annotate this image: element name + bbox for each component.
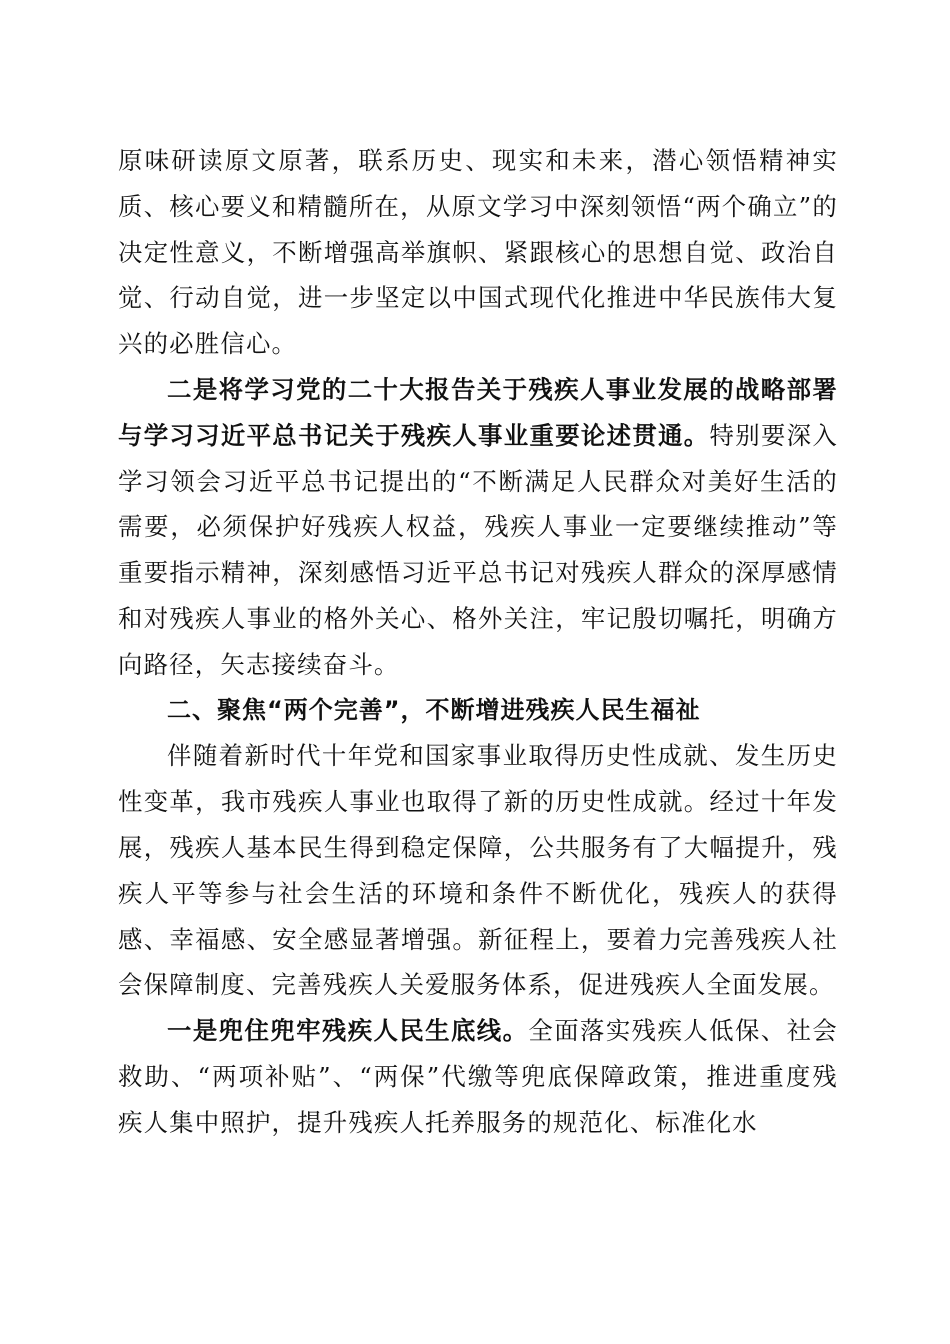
section-heading-2 [118, 688, 838, 734]
paragraph-4-text: 全面落实残疾人低保、社会救助、“两项补贴”、“两保”代缴等兜底保障政策，推进重度残疾人集中照护，提升残疾人托养服务的规范化、标准化水 [118, 1016, 838, 1137]
paragraph-4 [118, 1008, 838, 1145]
paragraph-2-lead: 二是将学习党的二十大报告关于残疾人事业发展的战略部署与学习习近平总书记关于残疾人事业重要论述贯通。 [118, 374, 838, 450]
paragraph-2 [118, 367, 838, 688]
paragraph-2-text: 特别要深入学习领会习近平总书记提出的“不断满足人民群众对美好生活的需要，必须保护好残疾人权益，残疾人事业一定要继续推动”等重要指示精神，深刻感悟习近平总书记对残疾人群众的深厚感情和对残疾人事业的格外关心、格外关注，牢记殷切嘱托，明确方向路径，矢志接续奋斗。 [118, 420, 838, 679]
paragraph-1 [118, 138, 838, 367]
paragraph-1-text: 原味研读原文原著，联系历史、现实和未来，潜心领悟精神实质、核心要义和精髓所在，从原文学习中深刻领悟“两个确立”的决定性意义，不断增强高举旗帜、紧跟核心的思想自觉、政治自觉、行动自觉，进一步坚定以中国式现代化推进中华民族伟大复兴的必胜信心。 [118, 146, 838, 359]
paragraph-4-lead: 一是兜住兜牢残疾人民生底线。 [167, 1016, 529, 1046]
paragraph-3 [118, 733, 838, 1008]
section-heading-2-text: 二、聚焦“两个完善”，不断增进残疾人民生福祉 [167, 695, 701, 724]
document-page [118, 138, 838, 1146]
paragraph-3-text: 伴随着新时代十年党和国家事业取得历史性成就、发生历史性变革，我市残疾人事业也取得了新的历史性成就。经过十年发展，残疾人基本民生得到稳定保障，公共服务有了大幅提升，残疾人平等参与社会生活的环境和条件不断优化，残疾人的获得感、幸福感、安全感显著增强。新征程上，要着力完善残疾人社会保障制度、完善残疾人关爱服务体系，促进残疾人全面发展。 [118, 741, 838, 1000]
